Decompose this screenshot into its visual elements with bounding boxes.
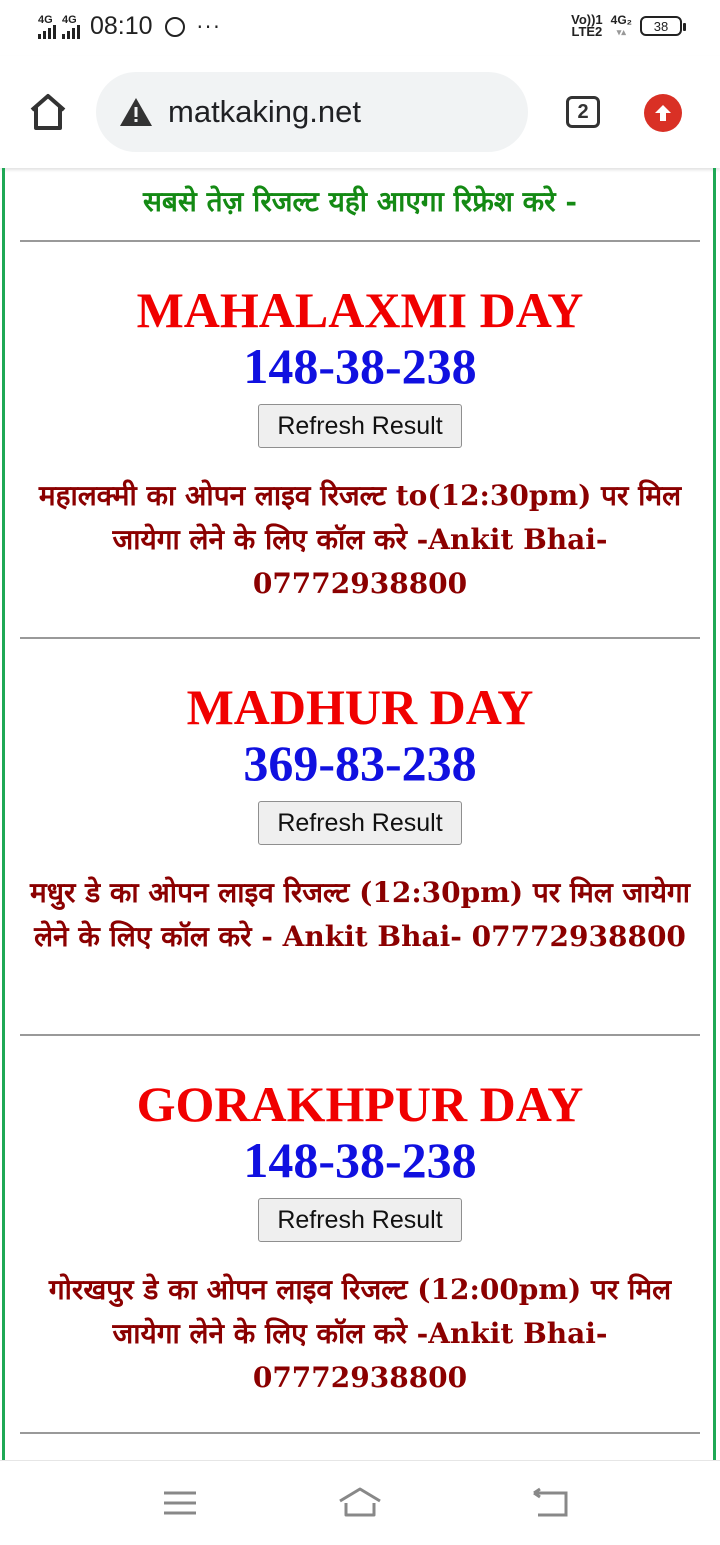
divider bbox=[20, 1432, 700, 1434]
url-text[interactable]: matkaking.net bbox=[168, 94, 361, 129]
status-left bbox=[38, 12, 222, 41]
update-arrow-icon[interactable] bbox=[644, 94, 682, 132]
browser-toolbar bbox=[0, 56, 720, 168]
back-icon[interactable] bbox=[526, 1483, 574, 1523]
system-nav-bar bbox=[0, 1460, 720, 1545]
page-tagline: सबसे तेज़ रिजल्ट यही आएगा रिफ्रेश करे - bbox=[142, 185, 577, 218]
status-bar bbox=[0, 0, 720, 56]
arrow-up-icon bbox=[652, 102, 674, 124]
refresh-result-button[interactable]: Refresh Result bbox=[258, 1198, 462, 1242]
sim2-label: 4G bbox=[62, 13, 77, 26]
game-name: GORAKHPUR DAY bbox=[136, 1076, 584, 1132]
refresh-result-button[interactable]: Refresh Result bbox=[258, 801, 462, 845]
result-card-gorakhpur bbox=[0, 1076, 720, 1400]
game-name: MADHUR DAY bbox=[186, 679, 534, 735]
result-info: मधुर डे का ओपन लाइव रिजल्ट (12:30pm) पर मिल जायेगा लेने के लिए कॉल करे - Ankit Bhai- 07772938800 bbox=[30, 876, 690, 953]
game-result: 148-38-238 bbox=[243, 1132, 477, 1188]
whatsapp-icon bbox=[165, 17, 185, 37]
battery-icon bbox=[640, 16, 682, 36]
page-content bbox=[0, 168, 720, 1460]
nav-home-icon[interactable] bbox=[336, 1483, 384, 1523]
status-right bbox=[571, 14, 682, 38]
result-info: महालक्मी का ओपन लाइव रिजल्ट to(12:30pm) पर मिल जायेगा लेने के लिए कॉल करे -Ankit Bhai- 07772938800 bbox=[38, 479, 682, 600]
signal-bars-icon bbox=[62, 25, 80, 39]
menu-icon[interactable] bbox=[156, 1483, 204, 1523]
sim1-signal bbox=[38, 15, 56, 39]
game-result: 148-38-238 bbox=[243, 338, 477, 394]
sim2-signal bbox=[62, 15, 80, 39]
refresh-result-button[interactable]: Refresh Result bbox=[258, 404, 462, 448]
result-card-madhur bbox=[0, 679, 720, 959]
battery-level: 38 bbox=[653, 18, 669, 34]
volte-line2: LTE2 bbox=[571, 24, 603, 39]
volte-line1: Vo))1 bbox=[571, 12, 603, 27]
divider bbox=[20, 1034, 700, 1036]
divider bbox=[20, 637, 700, 639]
volte-indicator bbox=[571, 14, 603, 38]
url-bar[interactable] bbox=[96, 72, 528, 152]
divider bbox=[20, 240, 700, 242]
result-info: गोरखपुर डे का ओपन लाइव रिजल्ट (12:00pm) पर मिल जायेगा लेने के लिए कॉल करे -Ankit Bhai- 07772938800 bbox=[48, 1273, 672, 1394]
tab-switcher-icon[interactable] bbox=[566, 96, 600, 128]
result-card-mahalaxmi bbox=[0, 282, 720, 606]
sim1-label: 4G bbox=[38, 13, 53, 26]
clock: 08:10 bbox=[90, 12, 153, 40]
warning-icon[interactable] bbox=[118, 96, 154, 128]
home-icon[interactable] bbox=[24, 88, 72, 136]
game-name: MAHALAXMI DAY bbox=[136, 282, 584, 338]
data-arrows-icon: ▾▴ bbox=[616, 27, 626, 37]
network-indicator bbox=[611, 14, 632, 38]
game-result: 369-83-238 bbox=[243, 735, 477, 791]
network-label: 4G₂ bbox=[610, 13, 632, 27]
tab-count: 2 bbox=[577, 100, 589, 123]
signal-bars-icon bbox=[38, 25, 56, 39]
more-notifications-icon: ··· bbox=[196, 14, 222, 39]
